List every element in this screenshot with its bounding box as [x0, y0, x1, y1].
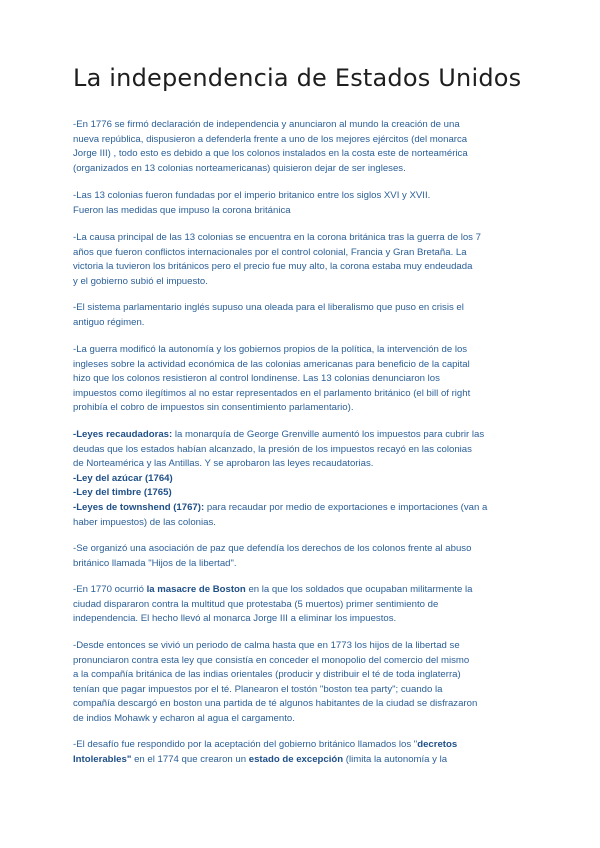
text-line: compañía descargó en boston una partida de té algunos habitantes de la ciudad se disfrazaron — [73, 698, 478, 710]
paragraph-intolerable-acts — [73, 738, 527, 767]
boston-massacre-term: la masacre de Boston — [146, 584, 246, 595]
text-line: impuestos como ilegítimos al no estar representados en el parlamento británico (el bill of right — [73, 387, 471, 399]
text-fragment: (limita la autonomía y la — [343, 753, 448, 765]
intolerable-acts-term-cont: Intolerables" — [73, 753, 132, 765]
text-line: tenían que pagar impuestos por el té. Planearon el tostón "boston tea party"; cuando la — [73, 683, 443, 695]
text-line: a la compañía británica de las indias orientales (producir y distribuir el té de toda inglaterra) — [73, 669, 461, 681]
text-line: prohibía el cobro de impuestos sin consentimiento parlamentario). — [73, 402, 354, 414]
text-fragment: en el 1774 que crearon un — [131, 753, 249, 765]
paragraph-independence — [73, 118, 527, 176]
intolerable-acts-term: decretos — [417, 739, 458, 750]
sugar-act: -Ley del azúcar (1764) — [73, 472, 173, 484]
text-line: (organizados en 13 colonias norteamericanas) quisieron dejar de ser ingleses. — [73, 162, 406, 174]
townshend-acts: -Leyes de townshend (1767): — [73, 501, 205, 513]
text-fragment: para recaudar por medio de exportaciones e importaciones (van a — [204, 501, 488, 513]
paragraph-parliament — [73, 301, 527, 330]
text-line: pronunciaron contra esta ley que consistía en conceder el monopolio del comercio del mismo — [73, 654, 470, 666]
text-line: -Se organizó una asociación de paz que defendía los derechos de los colonos frente al abuso — [73, 543, 472, 554]
text-line: independencia. El hecho llevó al monarca Jorge III a eliminar los impuestos. — [73, 613, 397, 625]
paragraph-tax-laws — [73, 428, 527, 530]
text-line: antiguo régimen. — [73, 316, 145, 328]
paragraph-war — [73, 343, 527, 416]
paragraph-sons-of-liberty — [73, 542, 527, 571]
text-line: de indios Mohawk y echaron al agua el cargamento. — [73, 712, 295, 724]
text-line: Fueron las medidas que impuso la corona británica — [73, 204, 291, 216]
paragraph-boston-massacre — [73, 583, 527, 627]
text-fragment: en la que los soldados que ocupaban militarmente la — [245, 584, 473, 595]
paragraph-colonies — [73, 189, 527, 218]
tax-laws-heading: -Leyes recaudadoras: — [73, 429, 173, 440]
text-fragment: la monarquía de George Grenville aumentó los impuestos para cubrir las — [172, 429, 485, 440]
text-line: ciudad dispararon contra la multitud que protestaba (5 muertos) primer sentimiento de — [73, 598, 439, 610]
text-line: y el gobierno subió el impuesto. — [73, 275, 208, 287]
paragraph-causes — [73, 231, 527, 289]
text-line: victoria la tuvieron los británicos pero el precio fue muy alto, la corona estaba muy endeudada — [73, 261, 473, 273]
text-line: -El sistema parlamentario inglés supuso una oleada para el liberalismo que puso en crisis el — [73, 302, 464, 313]
text-line: deudas que los estados habían alcanzado, la presión de los impuestos recayó en las colonias — [73, 443, 472, 455]
text-line: -En 1776 se firmó declaración de independencia y anunciaron al mundo la creación de una — [73, 119, 460, 130]
page-title: La independencia de Estados Unidos — [73, 64, 522, 92]
text-line: -La causa principal de las 13 colonias se encuentra en la corona británica tras la guerra de los 7 — [73, 232, 481, 243]
text-fragment: -En 1770 ocurrió — [73, 584, 147, 595]
text-line: años que fueron conflictos internacionales por el control colonial, Francia y Gran Bretaña. La — [73, 246, 467, 258]
stamp-act: -Ley del timbre (1765) — [73, 487, 172, 499]
text-line: ingleses sobre la actividad económica de las colonias americanas para beneficio de la capital — [73, 358, 470, 370]
text-line: -Desde entonces se vivió un periodo de calma hasta que en 1773 los hijos de la libertad se — [73, 640, 460, 651]
text-line: -Las 13 colonias fueron fundadas por el imperio britanico entre los siglos XVI y XVII. — [73, 190, 431, 201]
text-fragment: -El desafío fue respondido por la aceptación del gobierno británico llamados los " — [73, 739, 418, 750]
state-of-exception-term: estado de excepción — [248, 753, 344, 765]
text-line: británico llamada "Hijos de la libertad". — [73, 557, 237, 569]
text-line: haber impuestos) de las colonias. — [73, 516, 216, 528]
text-line: de Norteamérica y las Antillas. Y se aprobaron las leyes recaudatorias. — [73, 458, 374, 470]
paragraph-tea-party — [73, 639, 527, 727]
text-line: Jorge III) , todo esto es debido a que los colonos instalados en la costa este de norteamérica — [73, 148, 468, 160]
text-line: nueva república, dispusieron a defenderla frente a uno de los mejores ejércitos (del monarca — [73, 133, 468, 145]
text-line: hizo que los colonos resistieron al control londinense. Las 13 colonias denunciaron los — [73, 373, 440, 385]
text-line: -La guerra modificó la autonomía y los gobiernos propios de la política, la intervención de los — [73, 344, 468, 355]
